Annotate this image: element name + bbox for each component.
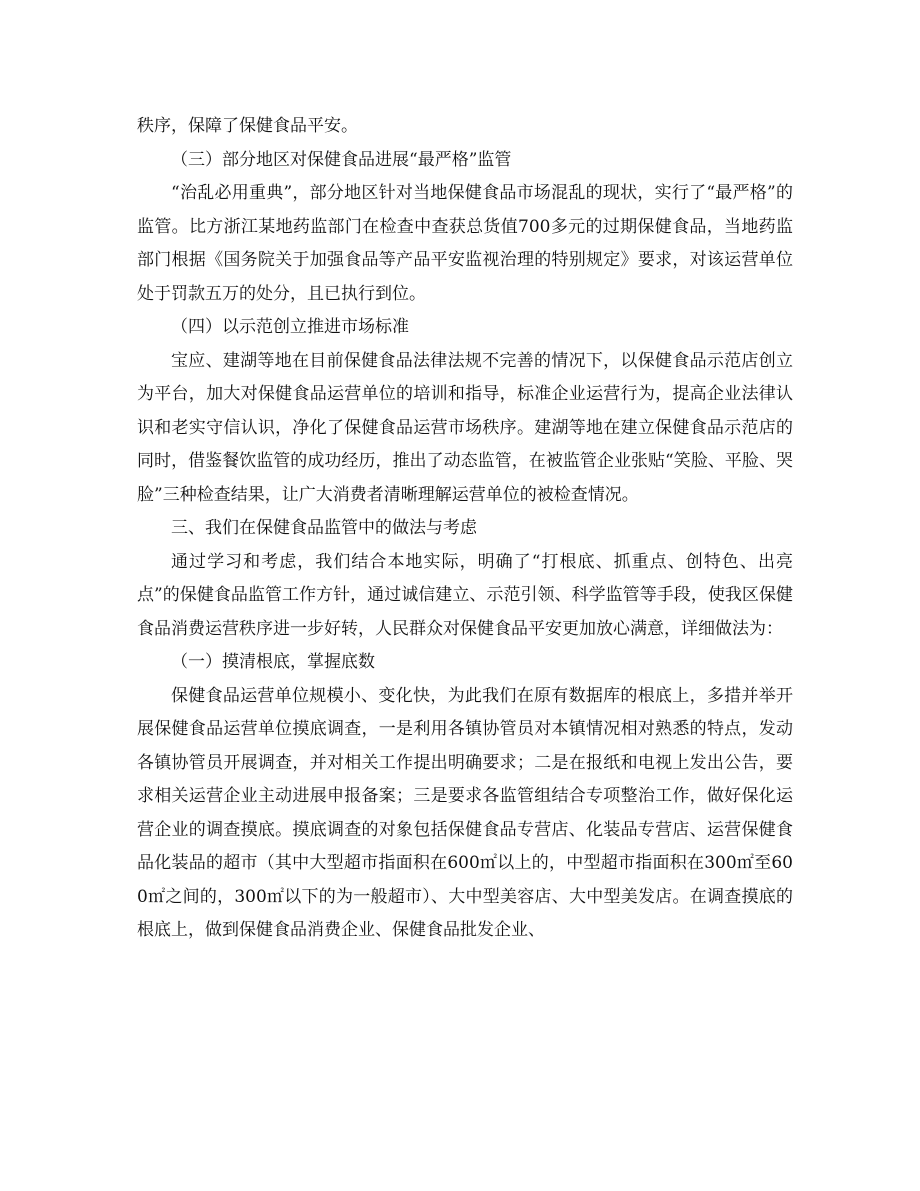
document-page (137, 110, 793, 948)
paragraph-survey: 保健食品运营单位规模小、变化快，为此我们在原有数据库的根底上，多措并举开展保健食品运营单位摸底调查，一是利用各镇协管员对本镇情况相对熟悉的特点，发动各镇协管员开展调查，并对相关工作提出明确要求；二是在报纸和电视上发出公告，要求相关运营企业主动进展申报备案；三是要求各监管组结合专项整治工作，做好保化运营企业的调查摸底。摸底调查的对象包括保健食品专营店、化装品专营店、运营保健食品化装品的超市（其中大型超市指面积在600㎡以上的，中型超市指面积在300㎡至600㎡之间的，300㎡以下的为一般超市）、大中型美容店、大中型美发店。在调查摸底的根底上，做到保健食品消费企业、保健食品批发企业、 (137, 685, 793, 940)
paragraph-demonstration: 宝应、建湖等地在目前保健食品法律法规不完善的情况下，以保健食品示范店创立为平台，加大对保健食品运营单位的培训和指导，标准企业运营行为，提高企业法律认识和老实守信认识，净化了保健食品运营市场秩序。建湖等地在建立保健食品示范店的同时，借鉴餐饮监管的成功经历，推出了动态监管，在被监管企业张贴“笑脸、平脸、哭脸”三种检查结果，让广大消费者清晰理解运营单位的被检查情况。 (137, 350, 793, 505)
subsection-heading-one: （一）摸清根底，掌握底数 (171, 652, 375, 672)
paragraph-strict-supervision: “治乱必用重典”，部分地区针对当地保健食品市场混乱的现状，实行了“最严格”的监管。比方浙江某地药监部门在检查中查获总货值700多元的过期保健食品，当地药监部门根据《国务院关于加强食品等产品平安监视治理的特别规定》要求，对该运营单位处于罚款五万的处分，且已执行到位。 (137, 183, 793, 304)
section-heading-three: （三）部分地区对保健食品进展“最严格”监管 (171, 149, 512, 170)
paragraph-approach: 通过学习和考虑，我们结合本地实际，明确了“打根底、抓重点、创特色、出亮点”的保健食品监管工作方针，通过诚信建立、示范引领、科学监管等手段，使我区保健食品消费运营秩序进一步好转，人民群众对保健食品平安更加放心满意，详细做法为： (137, 551, 793, 639)
section-heading-four: （四）以示范创立推进市场标准 (171, 317, 409, 337)
paragraph-continuation: 秩序，保障了保健食品平安。 (137, 116, 358, 136)
chapter-heading-three: 三、我们在保健食品监管中的做法与考虑 (171, 518, 477, 538)
